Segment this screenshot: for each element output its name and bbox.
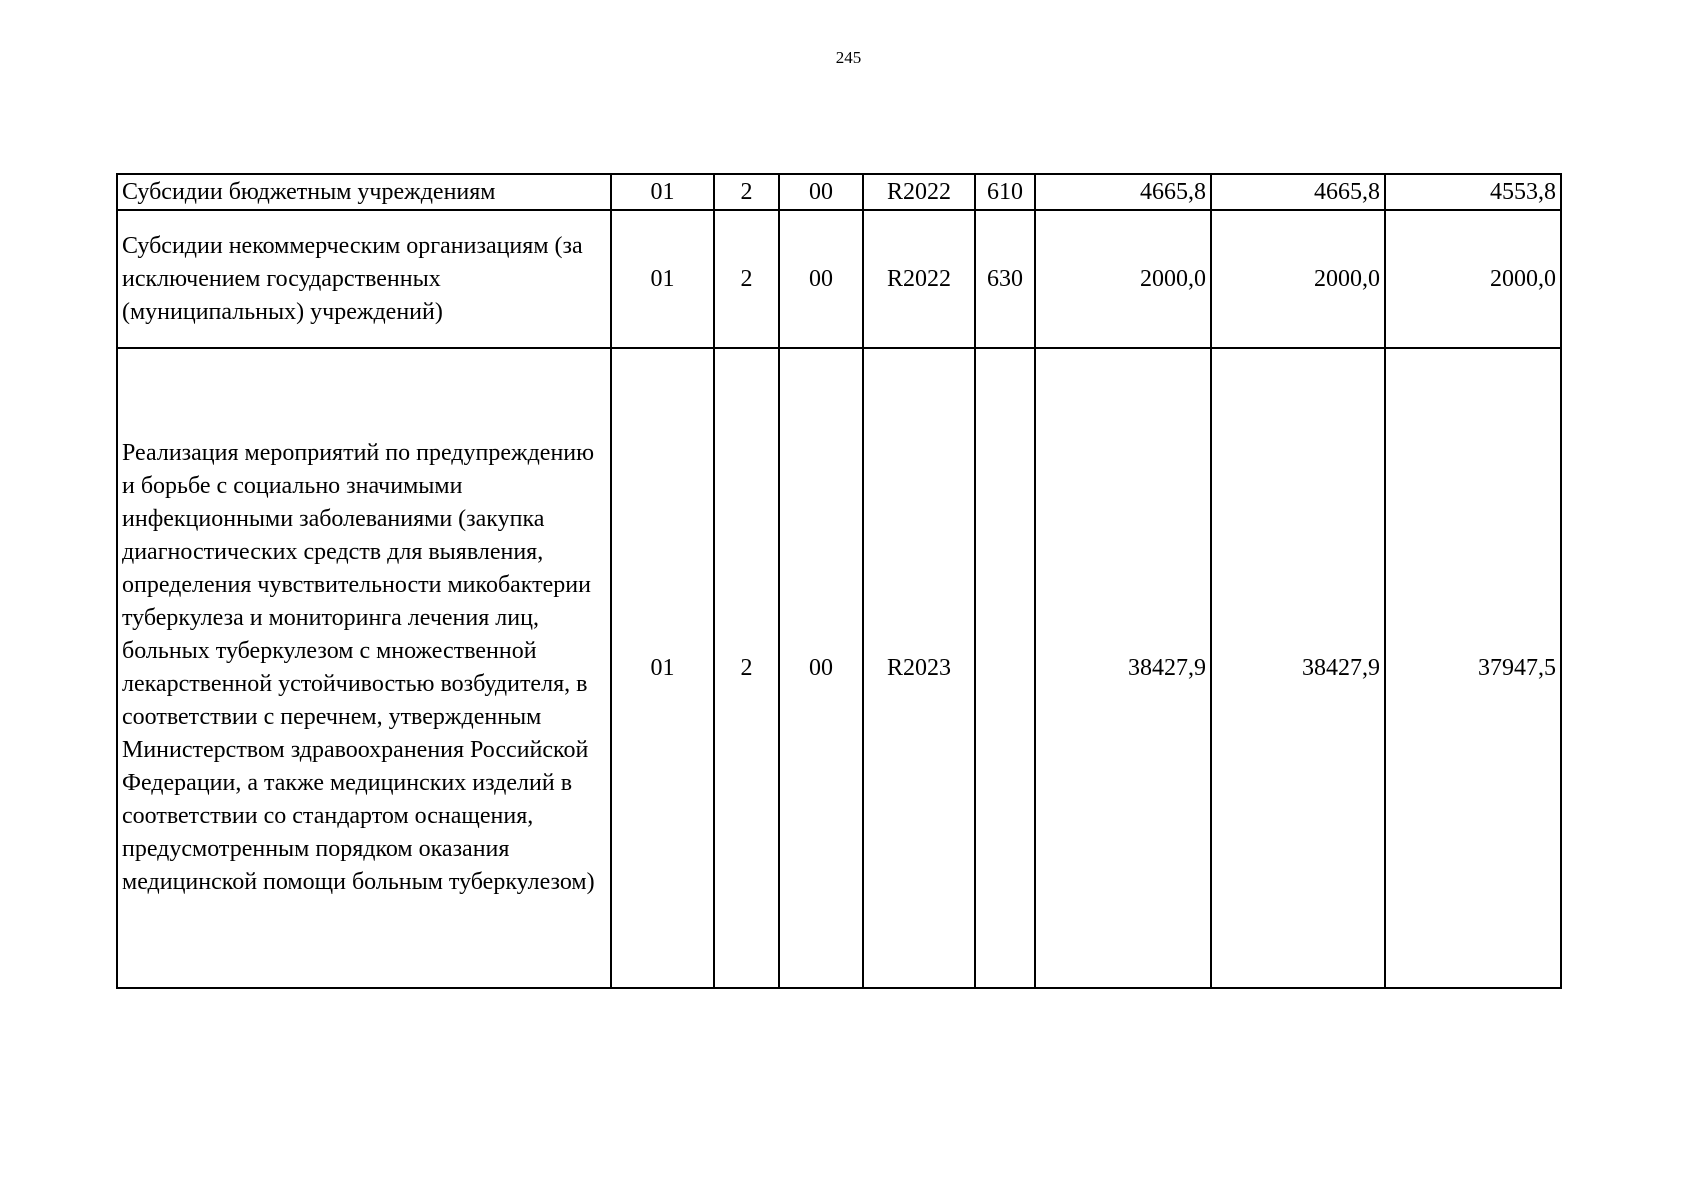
row-name: Субсидии бюджетным учреждениям <box>117 174 611 210</box>
code-cell-1: 01 <box>611 210 714 348</box>
row-name: Реализация мероприятий по предупреждению и борьбе с социально значимыми инфекционными заболеваниями (закупка диагностических средств для выявления, определения чувствительности микобактерии туберкулеза и мониторинга лечения лиц, больных туберкулезом с множественной лекарственной устойчивостью возбудителя, в соответствии с перечнем, утвержденным Министерством здравоохранения Российской Федерации, а также медицинских изделий в соответствии со стандартом оснащения, предусмотренным порядком оказания медицинской помощи больным туберкулезом) <box>117 348 611 988</box>
target-article-cell: R2022 <box>863 210 975 348</box>
amount-cell-2: 2000,0 <box>1211 210 1385 348</box>
code-cell-1: 01 <box>611 348 714 988</box>
code-cell-3: 00 <box>779 174 863 210</box>
code-cell-3: 00 <box>779 348 863 988</box>
target-article-cell: R2023 <box>863 348 975 988</box>
amount-cell-2: 4665,8 <box>1211 174 1385 210</box>
amount-cell-3: 4553,8 <box>1385 174 1561 210</box>
amount-cell-3: 2000,0 <box>1385 210 1561 348</box>
budget-table <box>116 173 1562 989</box>
expense-type-cell: 610 <box>975 174 1035 210</box>
row-name: Субсидии некоммерческим организациям (за исключением государственных (муниципальных) учреждений) <box>117 210 611 348</box>
code-cell-2: 2 <box>714 348 779 988</box>
amount-cell-1: 4665,8 <box>1035 174 1211 210</box>
expense-type-cell <box>975 348 1035 988</box>
target-article-cell: R2022 <box>863 174 975 210</box>
amount-cell-2: 38427,9 <box>1211 348 1385 988</box>
code-cell-2: 2 <box>714 210 779 348</box>
table-row <box>117 174 1561 210</box>
code-cell-2: 2 <box>714 174 779 210</box>
amount-cell-1: 2000,0 <box>1035 210 1211 348</box>
amount-cell-3: 37947,5 <box>1385 348 1561 988</box>
code-cell-1: 01 <box>611 174 714 210</box>
expense-type-cell: 630 <box>975 210 1035 348</box>
table-row <box>117 210 1561 348</box>
table-row <box>117 348 1561 988</box>
amount-cell-1: 38427,9 <box>1035 348 1211 988</box>
page-number: 245 <box>835 48 862 67</box>
code-cell-3: 00 <box>779 210 863 348</box>
